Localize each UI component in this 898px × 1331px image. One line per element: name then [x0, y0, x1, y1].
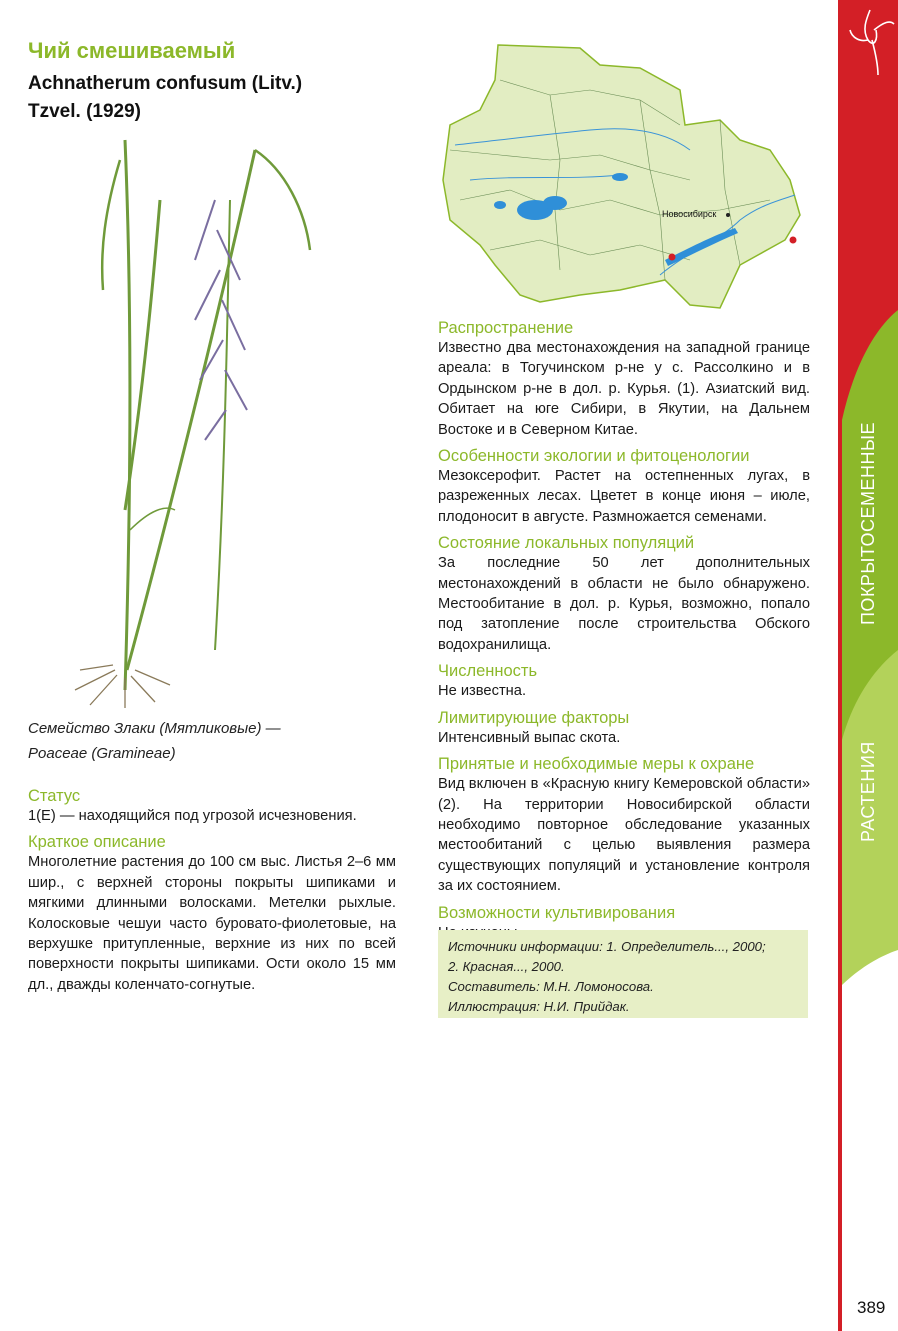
section-heading: Принятые и необходимые меры к охране — [438, 755, 755, 774]
city-marker — [726, 213, 730, 217]
location-marker — [790, 237, 797, 244]
plant-illustration — [55, 130, 345, 710]
section-limiting-factors — [438, 708, 810, 748]
family-name — [28, 716, 388, 766]
section-heading: Распространение — [438, 319, 574, 337]
sources-line: Составитель: М.Н. Ломоносова. — [448, 979, 654, 994]
section-description — [28, 832, 396, 995]
section-ecology — [438, 446, 810, 527]
sidebar — [838, 0, 898, 1331]
section-text: Интенсивный выпас скота. — [438, 729, 621, 746]
sidebar-label-upper: ПОКРЫТОСЕМЕННЫЕ — [858, 422, 878, 625]
section-heading: Возможности культивирования — [438, 903, 676, 922]
section-text: Не известна. — [438, 683, 527, 700]
section-distribution — [438, 318, 810, 440]
section-abundance — [438, 661, 810, 701]
section-heading: Статус — [28, 787, 81, 805]
section-protection — [438, 754, 810, 896]
sources-box — [438, 930, 808, 1018]
section-heading: Лимитирующие факторы — [438, 708, 630, 727]
sources-line: Иллюстрация: Н.И. Прийдак. — [448, 999, 630, 1014]
section-text: Вид включен в «Красную книгу Кемеровской области» (2). На территории Новосибирской области необходимо повторное обследование указанных местообитаний с целью выявления размера существующих популяций и установление контроля за их состоянием. — [438, 776, 810, 895]
latin-name: Achnatherum confusum (Litv.) Tzvel. (1929) — [28, 73, 303, 122]
section-populations — [438, 533, 810, 655]
section-heading: Краткое описание — [28, 833, 166, 852]
sources-line: Источники информации: 1. Определитель..., 2000; — [448, 939, 766, 954]
sources-line: 2. Красная..., 2000. — [448, 959, 565, 974]
right-column — [438, 318, 810, 943]
page-number: 389 — [857, 1298, 886, 1317]
section-heading: Состояние локальных популяций — [438, 534, 695, 553]
section-heading: Численность — [438, 662, 538, 681]
section-text: Известно два местонахождения на западной границе ареала: в Тогучинском р-не у с. Рассолкино и в Ордынском р-не в дол. р. Курья. (1). Азиатский вид. Обитает на юге Сибири, в Якутии, на Дальнем Востоке и в Северном Китае. — [438, 340, 810, 438]
city-label: Новосибирск — [662, 209, 717, 219]
section-text: 1(E) — находящийся под угрозой исчезновения. — [28, 808, 357, 824]
location-marker — [669, 254, 676, 261]
left-column — [28, 780, 396, 995]
sidebar-label-lower: РАСТЕНИЯ — [858, 741, 878, 842]
section-text: Многолетние растения до 100 см выс. Листья 2–6 мм шир., с верхней стороны покрыты шипиками и мягкими длинными волосками. Метелки рыхлые. Колосковые чешуи часто буровато-фиолетовые, на верхушке притупленные, верхние из них по всей поверхности покрыты шипиками. Ости около 15 мм дл., дважды коленчато-согнутые. — [28, 854, 396, 993]
section-status — [28, 786, 396, 826]
distribution-map — [440, 40, 810, 310]
family-line: Семейство Злаки (Мятликовые) — — [28, 720, 281, 737]
species-title: Чий смешиваемый — [28, 38, 236, 63]
section-text: За последние 50 лет дополнительных местонахождений в области не было обнаружено. Местообитание в дол. р. Курья, возможно, попало под затопление после строительства Обского водохранилища. — [438, 555, 810, 653]
family-line: Poaceae (Gramineae) — [28, 745, 176, 762]
section-heading: Особенности экологии и фитоценологии — [438, 447, 750, 466]
section-text: Мезоксерофит. Растет на остепненных лугах, в разреженных лесах. Цветет в конце июня – июле, плодоносит в августе. Размножается семенами. — [438, 468, 810, 525]
